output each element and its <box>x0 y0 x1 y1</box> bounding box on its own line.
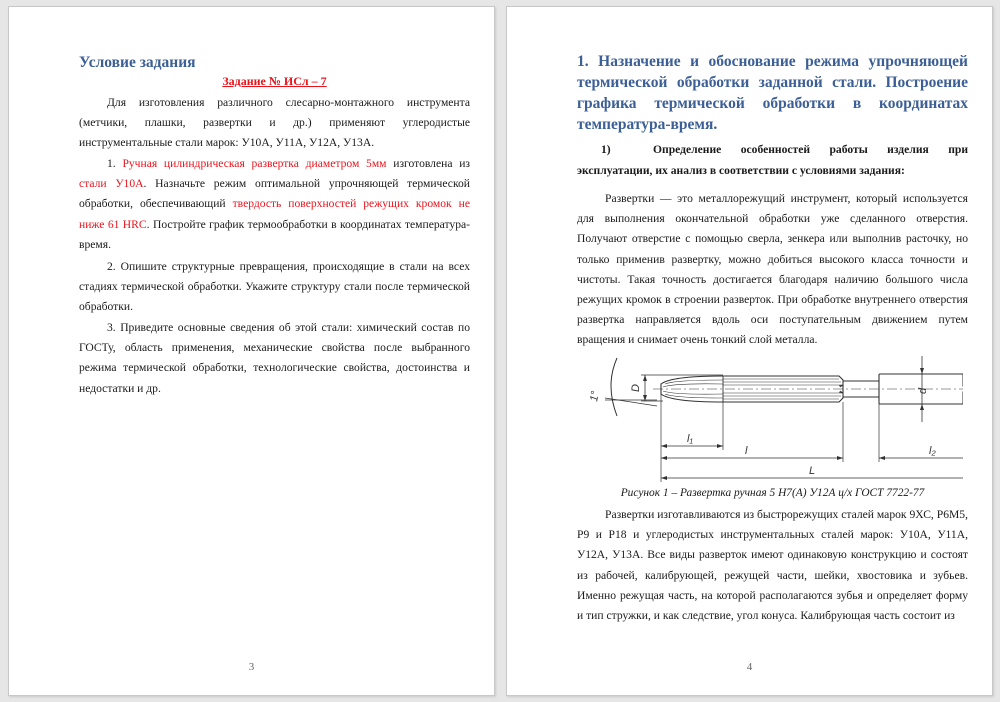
reamer-drawing <box>583 350 963 490</box>
highlight-text: твердость поверхностей режущих кромок не ниже 61 HRC <box>79 197 470 231</box>
d-label: d <box>917 387 929 394</box>
body-text: изготовлена из <box>386 157 470 170</box>
subsection-number: 1) <box>601 143 611 156</box>
page-number: 3 <box>248 661 255 673</box>
document-page-3 <box>8 6 495 696</box>
section-heading: 1. Назначение и обоснование режима упрочняющей термической обработки заданной стали. Построение графика термической обработки в координатах температура-время. <box>577 53 968 133</box>
angle-label: 1° <box>588 390 602 403</box>
task-item-2: 2. Опишите структурные превращения, происходящие в стали на всех стадиях термической обработки. Укажите структуру стали после термической обработки. <box>79 260 470 314</box>
angle-arc <box>611 358 617 416</box>
intro-paragraph: Для изготовления различного слесарно-монтажного инструмента (метчики, плашки, развертки и др.) применяют углеродистые инструментальные стали марок: У10А, У11А, У12А, У13А. <box>79 96 470 150</box>
body-paragraph-1: Развертки — это металлорежущий инструмент, который используется для выполнения окончательной обработки уже сделанного отверстия. Получают отверстие с помощью сверла, зенкера или выполнив расточку, но только применив развертку, можно добиться высокого класса точности и чистоты. Такая точность достигается благодаря наличию большого числа режущих кромок в строении разверток. При обработке внутреннего отверстия развертка направляется вдоль оси поступательным движением путем вращения и снимает очень тонкий слой металла. <box>577 192 968 347</box>
task-item-1 <box>79 154 470 255</box>
subsection-title: Определение особенностей работы изделия при эксплуатации, их анализ в соответствии с условиями задания: <box>577 143 968 177</box>
D-label: D <box>630 384 642 392</box>
body-text: . Постройте график термообработки в координатах температура-время. <box>79 217 470 251</box>
page-heading: Условие задания <box>79 54 196 71</box>
figure-caption: Рисунок 1 – Развертка ручная 5 Н7(А) У12А ц/х ГОСТ 7722-77 <box>620 487 925 499</box>
body-text: . Назначьте режим оптимальной упрочняющей термической обработки, обеспечивающий <box>79 177 470 211</box>
task-item-3: 3. Приведите основные сведения об этой стали: химический состав по ГОСТу, область применения, механические свойства после выбранного режима термической обработки, технологические свойства, достоинства и недостатки и др. <box>79 321 470 395</box>
l2-label: l₂ <box>929 445 936 457</box>
page-number: 4 <box>746 661 753 673</box>
item-number: 1. <box>107 157 123 170</box>
L-label: L <box>809 465 816 477</box>
l-label: l <box>745 445 748 457</box>
document-page-4 <box>506 6 993 696</box>
task-title: Задание № ИСл – 7 <box>222 74 327 88</box>
subsection-heading <box>577 139 968 181</box>
l1-label: l₁ <box>687 433 693 445</box>
body-paragraph-2: Развертки изготавливаются из быстрорежущих сталей марок 9ХС, Р6М5, Р9 и Р18 и углеродистых инструментальных сталей марок: У10А, У11А, У12А, У13А. Все виды разверток имеют одинаковую конструкцию и состоят из рабочей, калибрующей, режущей части, шейки, хвостовика и зубьев. Именно режущая часть, на которой располагаются зубья и определяет форму и тип стружки, и как следствие, угол конуса. Калибрующая часть состоит из <box>577 508 968 623</box>
highlight-text: стали У10А <box>79 177 144 191</box>
highlight-text: Ручная цилиндрическая развертка диаметром 5мм <box>122 157 387 170</box>
